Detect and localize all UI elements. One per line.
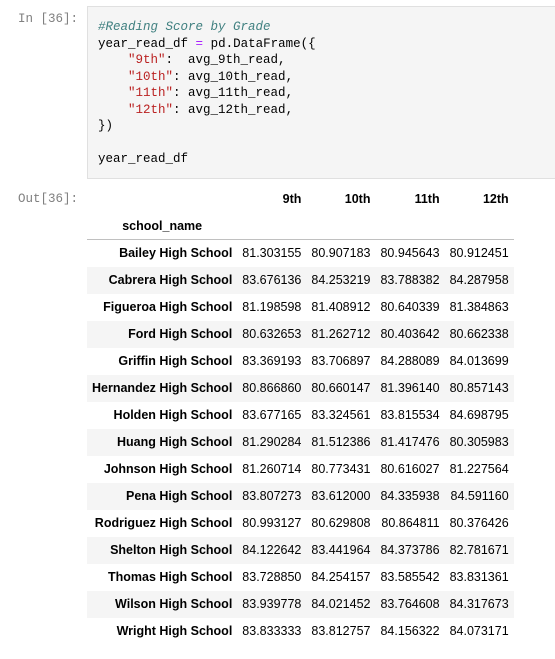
table-cell: 83.812757	[311, 624, 371, 638]
table-row	[87, 618, 514, 645]
table-cell: 80.993127	[242, 516, 302, 530]
table-cell: 81.290284	[242, 435, 302, 449]
table-cell: 83.585542	[380, 570, 440, 584]
row-index-label: Wright High School	[116, 624, 233, 638]
table-cell: 83.324561	[311, 408, 371, 422]
table-row	[87, 267, 514, 294]
table-cell: 80.662338	[449, 327, 509, 341]
table-body	[87, 240, 514, 645]
table-cell: 84.073171	[449, 624, 509, 638]
column-header-12th: 12th	[482, 192, 509, 206]
table-row	[87, 294, 514, 321]
code-value: avg_11th_read,	[188, 86, 294, 100]
table-row	[87, 510, 514, 537]
table-cell: 84.156322	[380, 624, 440, 638]
table-cell: 81.396140	[380, 381, 440, 395]
table-cell: 84.317673	[449, 597, 509, 611]
row-index-label: Ford High School	[128, 327, 233, 341]
row-index-label: Cabrera High School	[108, 273, 233, 287]
table-cell: 83.815534	[380, 408, 440, 422]
corner-cell	[87, 186, 237, 212]
table-cell: 83.706897	[311, 354, 371, 368]
code-editor[interactable]	[98, 19, 316, 168]
table-cell: 83.369193	[242, 354, 302, 368]
table-cell: 83.788382	[380, 273, 440, 287]
table-cell: 83.807273	[242, 489, 302, 503]
input-prompt: In [36]:	[18, 12, 79, 26]
table-cell: 80.945643	[380, 246, 440, 261]
table-cell: 80.632653	[242, 327, 302, 341]
table-cell: 80.866860	[242, 381, 302, 395]
code-separator: :	[173, 69, 189, 84]
table-cell: 83.728850	[242, 570, 302, 584]
code-separator: :	[173, 102, 189, 117]
row-index-label: Thomas High School	[107, 570, 233, 584]
code-last-line: year_read_df	[98, 152, 189, 166]
table-cell: 83.833333	[242, 624, 302, 638]
table-cell: 81.408912	[311, 300, 371, 314]
table-row	[87, 402, 514, 429]
table-cell: 83.764608	[380, 597, 440, 611]
table-row	[87, 483, 514, 510]
table-row	[87, 456, 514, 483]
table-cell: 81.198598	[242, 300, 302, 314]
table-cell: 81.303155	[242, 246, 302, 261]
table-cell: 83.677165	[242, 408, 302, 422]
row-index-label: Holden High School	[113, 408, 233, 422]
code-close: })	[98, 119, 114, 133]
table-cell: 84.335938	[380, 489, 440, 503]
code-comment: #Reading Score by Grade	[98, 20, 271, 34]
table-cell: 80.907183	[311, 246, 371, 261]
table-cell: 84.021452	[311, 597, 371, 611]
table-row	[87, 375, 514, 402]
table-cell: 84.254157	[311, 570, 371, 584]
dataframe-table	[87, 186, 514, 645]
table-cell: 80.773431	[311, 462, 371, 476]
output-prompt: Out[36]:	[18, 192, 79, 206]
column-header-10th: 10th	[344, 192, 371, 206]
table-cell: 80.616027	[380, 462, 440, 476]
code-value: avg_9th_read,	[188, 53, 286, 67]
row-index-label: Wilson High School	[115, 597, 233, 611]
row-index-label: Shelton High School	[110, 543, 233, 557]
table-row	[87, 348, 514, 375]
row-index-label: Rodriguez High School	[94, 516, 233, 530]
row-index-label: Johnson High School	[103, 462, 233, 476]
table-cell: 84.698795	[449, 408, 509, 422]
table-cell: 81.512386	[311, 435, 371, 449]
table-row	[87, 240, 514, 267]
row-index-label: Hernandez High School	[92, 381, 233, 395]
column-header-9th: 9th	[282, 192, 302, 206]
table-cell: 80.864811	[381, 516, 440, 530]
table-row	[87, 321, 514, 348]
table-cell: 81.262712	[311, 327, 371, 341]
code-key: "11th"	[128, 86, 174, 100]
table-cell: 84.373786	[380, 543, 440, 557]
code-cell[interactable]	[87, 6, 555, 179]
table-row	[87, 564, 514, 591]
code-dataframe-call: pd.DataFrame({	[210, 36, 316, 51]
table-cell: 80.376426	[449, 516, 509, 530]
code-value: avg_10th_read,	[188, 69, 294, 84]
table-row	[87, 591, 514, 618]
table-cell: 80.857143	[449, 381, 509, 395]
row-index-label: Bailey High School	[119, 246, 233, 261]
code-key: "12th"	[128, 102, 174, 117]
table-cell: 81.227564	[449, 462, 509, 476]
code-key: "9th"	[128, 53, 166, 67]
table-cell: 84.253219	[311, 273, 371, 287]
index-name: school_name	[87, 212, 237, 240]
column-header-row	[87, 186, 514, 212]
table-cell: 82.781671	[449, 543, 509, 557]
table-cell: 83.612000	[311, 489, 371, 503]
table-cell: 80.305983	[449, 435, 509, 449]
table-cell: 81.260714	[242, 462, 302, 476]
index-name-row	[87, 212, 514, 240]
table-cell: 83.831361	[449, 570, 509, 584]
table-cell: 80.640339	[380, 300, 440, 314]
row-index-label: Pena High School	[126, 489, 233, 503]
table-cell: 84.122642	[242, 543, 302, 557]
code-variable: year_read_df	[98, 36, 189, 51]
table-cell: 80.403642	[380, 327, 440, 341]
code-separator: :	[173, 86, 189, 100]
table-cell: 81.384863	[449, 300, 509, 314]
table-cell: 83.441964	[311, 543, 371, 557]
row-index-label: Huang High School	[117, 435, 233, 449]
code-value: avg_12th_read,	[188, 102, 294, 117]
code-assign-operator: =	[195, 36, 204, 51]
table-cell: 83.939778	[242, 597, 302, 611]
table-cell: 84.013699	[449, 354, 509, 368]
row-index-label: Griffin High School	[118, 354, 233, 368]
table-cell: 84.591160	[450, 489, 509, 503]
output-area	[87, 186, 555, 645]
row-index-label: Figueroa High School	[103, 300, 233, 314]
code-separator: :	[165, 53, 189, 67]
table-cell: 81.417476	[380, 435, 440, 449]
table-row	[87, 537, 514, 564]
table-cell: 84.287958	[449, 273, 509, 287]
table-cell: 80.912451	[449, 246, 509, 261]
table-row	[87, 429, 514, 456]
code-key: "10th"	[128, 69, 174, 84]
table-cell: 83.676136	[242, 273, 302, 287]
table-cell: 80.629808	[311, 516, 371, 530]
column-header-11th: 11th	[414, 192, 440, 206]
table-cell: 84.288089	[380, 354, 440, 368]
table-cell: 80.660147	[311, 381, 371, 395]
